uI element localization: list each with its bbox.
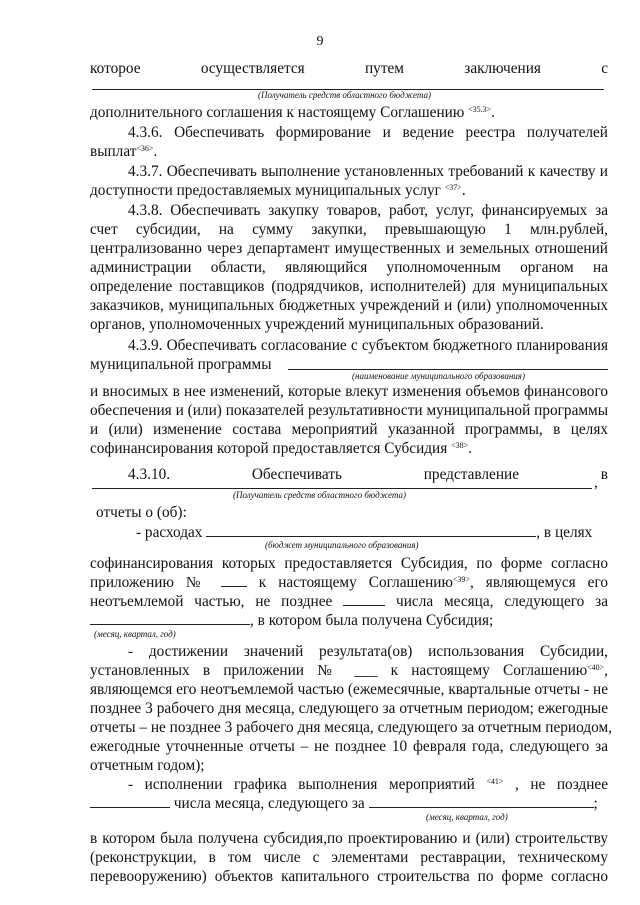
cofinancing-line: , в котором была получена Субсидия;	[90, 612, 608, 629]
clause-4-3-6: 4.3.6. Обеспечивать формирование и ведение реестра получателей	[128, 124, 608, 141]
achievement-line: установленных в приложении № ___ к настоящему Соглашению$^{<40>}$,	[90, 662, 608, 679]
page-number: 9	[316, 34, 324, 49]
schedule-line: - исполнении графика выполнения мероприятий $^{<41>}$ , не позднее	[128, 776, 609, 793]
achievement-line: отчеты – не позднее 3 рабочего дня месяца, следующего за отчетным периодом,	[90, 719, 612, 736]
footnote-ref: <37>	[444, 183, 462, 192]
footnote-ref: <40>	[587, 663, 605, 672]
clause-4-3-8: 4.3.8. Обеспечивать закупку товаров, работ, услуг, финансируемых за	[128, 202, 608, 219]
recipient-caption: (Получатель средств областного бюджета)	[258, 90, 431, 100]
clause-4-3-8-line: заказчиков, муниципальных бюджетных учреждений и (или) уполномоченных	[90, 297, 608, 314]
cofinancing-line: приложению № к настоящему Соглашению$^{<39>}$, являющемуся его	[90, 574, 609, 591]
footnote-ref: <41>	[486, 777, 504, 786]
footnote-ref: <39>	[452, 575, 470, 584]
clause-4-3-9-line: обеспечения и (или) показателей результативности муниципальной программы	[90, 402, 608, 419]
clause-4-3-9-line: софинансирования которой предоставляется Субсидия $^{<38>}$.	[90, 440, 472, 457]
supplementary-agreement-line: дополнительного соглашения к настоящему Соглашению $^{<35.3>}$.	[90, 104, 495, 121]
clause-4-3-7: 4.3.7. Обеспечивать выполнение установленных требований к качеству и	[128, 163, 608, 180]
expenses-line: - расходах , в целях	[136, 524, 593, 541]
cofinancing-line: софинансирования которых предоставляется Субсидия, по форме согласно	[90, 555, 608, 572]
clause-4-3-8-line: администрации области, являющийся уполномоченным органом на	[90, 259, 608, 276]
clause-4-3-7-cont: доступности предоставляемых муниципальных услуг $^{<37>}$.	[90, 182, 466, 199]
final-line: (реконструкции, в том числе с элементами реставрации, техническому	[90, 849, 608, 866]
clause-4-3-6-cont: выплат$^{<36>}$.	[90, 143, 158, 160]
period-blank	[90, 612, 250, 625]
footnote-ref: <35.3>	[468, 105, 492, 114]
achievement-line: отчетным годом);	[90, 757, 205, 774]
budget-caption: (бюджет муниципального образования)	[265, 540, 419, 550]
annex-number-blank	[221, 574, 247, 587]
achievement-line: ежегодные уточненные отчеты – не позднее 10 февраля года, следующего за	[90, 738, 608, 755]
clause-4-3-8-line: счет субсидии, на сумму закупки, превышающую 1 млн.рублей,	[90, 221, 608, 238]
municipality-blank-line	[288, 369, 608, 370]
clause-4-3-9: 4.3.9. Обеспечивать согласование с субъектом бюджетного планирования	[128, 337, 608, 354]
day-blank	[343, 593, 385, 606]
contract-line: которое осуществляется путем заключения с	[90, 60, 609, 77]
clause-4-3-9-program: муниципальной программы	[90, 356, 272, 373]
achievement-line: позднее 3 рабочего дня месяца, следующего за отчетным периодом; ежегодные	[90, 700, 608, 717]
municipality-caption: (наименование муниципального образования)	[352, 371, 525, 381]
final-line: в котором была получена субсидия,по проектированию и (или) строительству	[90, 830, 608, 847]
clause-4-3-10: 4.3.10. Обеспечивать представление в	[128, 466, 609, 483]
period-caption: (месяц, квартал, год)	[94, 629, 176, 639]
day-blank	[90, 795, 170, 808]
clause-4-3-8-line: определение поставщиков (подрядчиков, исполнителей) для муниципальных	[90, 278, 608, 295]
cofinancing-line: неотъемлемой частью, не позднее числа месяца, следующего за	[90, 593, 608, 610]
period-caption: (месяц, квартал, год)	[426, 812, 508, 822]
clause-4-3-9-line: и (или) изменение состава мероприятий указанной программы, в целях	[90, 421, 608, 438]
achievement-line: являющемся его неотъемлемой частью (ежемесячные, квартальные отчеты - не	[90, 681, 608, 698]
footnote-ref: <38>	[451, 441, 469, 450]
document-page: 9 которое осуществляется путем заключения с (Получатель средств областного бюджета) дополнительного соглашения к настоящему Соглашению $^{<35.3>}$. 4.3.6. Обеспечивать формирование и ведение реестра получателей выплат$^{<36>}$. 4.3.7. Обеспечивать выполнение установленных требований к качеству и доступности предоставляемых муниципальных услуг $^{<37>}$. 4.3.8. Обеспечивать закупку товаров, работ, услуг, финансируемых за счет субсидии, на сумму закупки, превышающую 1 млн.рублей, централизованно через департамент имущественных и земельных отношений администрации области, являющийся уполномоченным органом на определение поставщиков (подрядчиков, исполнителей) для муниципальных заказчиков, муниципальных бюджетных учреждений и (или) уполномоченных органов, уполномоченных учреждений муниципальных образований. 4.3.9. Обеспечивать согласование с субъектом бюджетного планирования муниципальной программы (наименование муниципального образования) и вносимых в нее изменений, которые влекут изменения объемов финансового обеспечения и (или) показателей результативности муниципальной программы и (или) изменение состава мероприятий указанной программы, в целях софинансирования которой предоставляется Субсидия $^{<38>}$. 4.3.10. Обеспечивать представление в , (Получатель средств областного бюджета) отчеты о (об): - расходах , в целях (бюджет муниципального образования) софинансирования которых предоставляется Субсидия, по форме согласно приложению № к настоящему Соглашению$^{<39>}$, являющемуся его неотъемлемой частью, не позднее числа месяца, следующего за , в котором была получена Субсидия; (месяц, квартал, год) - достижении значений результата(ов) использования Субсидии, установленных в приложении № ___ к настоящему Соглашению$^{<40>}$, являющемся его неотъемлемой частью (ежемесячные, квартальные отчеты - не позднее 3 рабочего дня месяца, следующего за отчетным периодом; ежегодные отчеты – не позднее 3 рабочего дня месяца, следующего за отчетным периодом, ежегодные уточненные отчеты – не позднее 10 февраля года, следующего за отчетным годом); - исполнении графика выполнения мероприятий $^{<41>}$ , не позднее числа месяца, следующего за ; (месяц, квартал, год) в котором была получена субсидия,по проектированию и (или) строительству (реконструкции, в том числе с элементами реставрации, техническому перевооружению) объектов капитального строительства по форме согласно	[0, 0, 640, 905]
footnote-ref: <36>	[136, 144, 154, 153]
achievement-line: - достижении значений результата(ов) использования Субсидии,	[128, 643, 608, 660]
schedule-line: числа месяца, следующего за ;	[90, 795, 608, 812]
budget-blank	[206, 524, 536, 537]
final-line: перевооружению) объектов капитального строительства по форме согласно	[90, 868, 608, 885]
clause-4-3-9-line: и вносимых в нее изменений, которые влекут изменения объемов финансового	[90, 383, 608, 400]
recipient-caption: (Получатель средств областного бюджета)	[233, 490, 406, 500]
clause-4-3-8-line: органов, уполномоченных учреждений муниципальных образований.	[90, 316, 544, 333]
reports-heading: отчеты о (об):	[96, 504, 187, 521]
recipient-blank-line	[92, 488, 592, 489]
period-blank	[369, 795, 594, 808]
clause-4-3-8-line: централизованно через департамент имущественных и земельных отношений	[90, 240, 608, 257]
